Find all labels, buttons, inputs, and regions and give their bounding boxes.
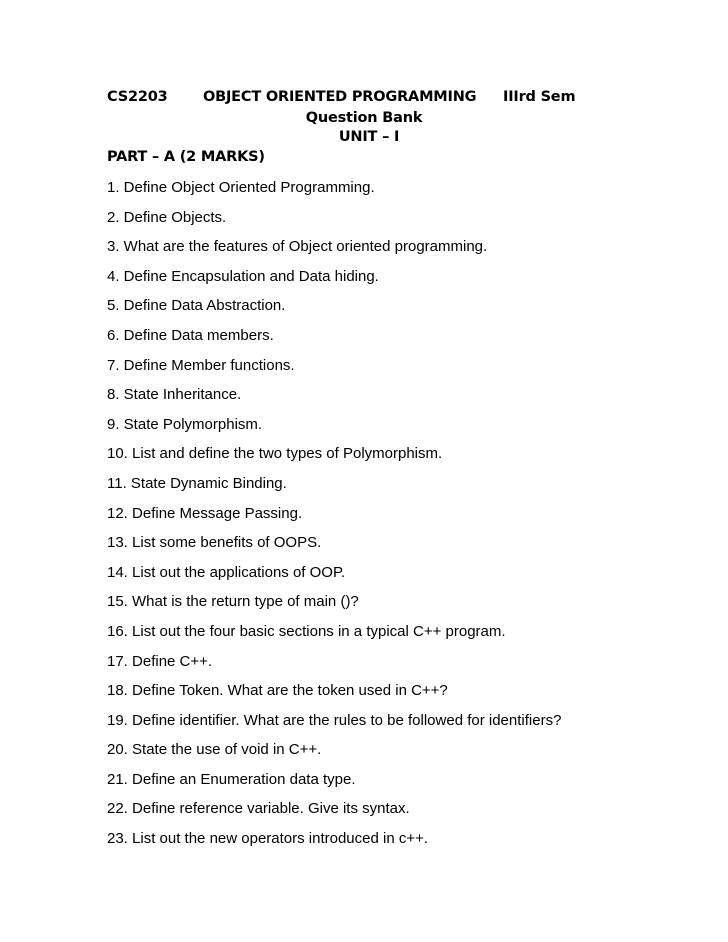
question-item: 7. Define Member functions. [107, 356, 295, 374]
question-item: 13. List some benefits of OOPS. [107, 534, 322, 552]
question-item: 20. State the use of void in C++. [107, 741, 322, 759]
question-item: 3. What are the features of Object oriented programming. [107, 238, 488, 256]
document-title: Question Bank [305, 110, 423, 126]
question-item: 6. Define Data members. [107, 326, 274, 344]
part-heading: PART – A (2 MARKS) [107, 149, 265, 165]
question-item: 18. Define Token. What are the token used in C++? [107, 682, 448, 700]
question-item: 16. List out the four basic sections in a typical C++ program. [107, 622, 506, 640]
question-item: 5. Define Data Abstraction. [107, 297, 286, 315]
course-code: CS2203 [107, 89, 168, 105]
question-item: 2. Define Objects. [107, 208, 227, 226]
question-item: 9. State Polymorphism. [107, 415, 263, 433]
question-item: 10. List and define the two types of Polymorphism. [107, 445, 443, 463]
question-item: 21. Define an Enumeration data type. [107, 770, 356, 788]
question-item: 17. Define C++. [107, 652, 213, 670]
question-item: 11. State Dynamic Binding. [107, 474, 287, 492]
question-item: 23. List out the new operators introduced in c++. [107, 830, 429, 848]
question-item: 19. Define identifier. What are the rules to be followed for identifiers? [107, 711, 562, 729]
question-item: 4. Define Encapsulation and Data hiding. [107, 267, 379, 285]
unit-heading: UNIT – I [338, 129, 400, 145]
semester-label: IIIrd Sem [503, 89, 576, 105]
subject-title: OBJECT ORIENTED PROGRAMMING [203, 89, 477, 105]
question-item: 15. What is the return type of main ()? [107, 593, 359, 611]
question-item: 1. Define Object Oriented Programming. [107, 179, 375, 196]
question-item: 14. List out the applications of OOP. [107, 563, 346, 581]
question-item: 12. Define Message Passing. [107, 504, 303, 522]
question-list [107, 179, 561, 860]
question-item: 22. Define reference variable. Give its syntax. [107, 800, 410, 818]
question-item: 8. State Inheritance. [107, 386, 242, 404]
